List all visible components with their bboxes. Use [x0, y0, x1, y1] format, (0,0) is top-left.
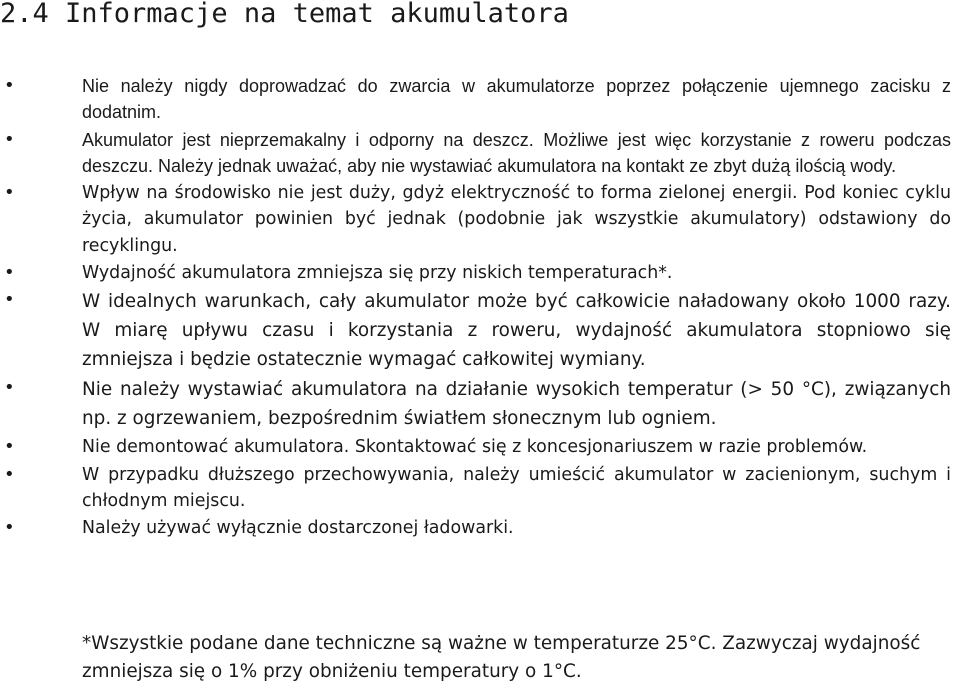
list-item-text: Wpływ na środowisko nie jest duży, gdyż elektryczność to forma zielonej energii. Pod koniec cyklu życia, akumulator powinien być jednak (podobnie jak wszystkie akumulatory) odstawiony do recyklingu.: [82, 183, 951, 256]
list-item-text: Należy używać wyłącznie dostarczonej ładowarki.: [82, 518, 514, 539]
list-item-text: W idealnych warunkach, cały akumulator może być całkowicie naładowany około 1000 razy. W miarę upływu czasu i korzystania z roweru, wydajność akumulatora stopniowo się zmniejsza i będzie ostatecznie wymagać całkowitej wymiany.: [82, 291, 951, 371]
list-item: [0, 127, 959, 180]
list-item-text: Akumulator jest nieprzemakalny i odporny na deszcz. Możliwe jest więc korzystanie z roweru podczas deszczu. Należy jednak uważać, aby nie wystawiać akumulatora na kontakt ze zbyt dużą ilością wody.: [82, 129, 951, 176]
bullet-icon: •: [4, 128, 15, 150]
bullet-icon: •: [4, 463, 15, 485]
list-item: [0, 260, 959, 286]
bullet-icon: •: [4, 377, 15, 399]
list-item: [0, 434, 959, 460]
bullet-icon: •: [4, 289, 15, 311]
list-item-text: Nie należy nigdy doprowadzać do zwarcia w akumulatorze poprzez połączenie ujemnego zacisku z dodatnim.: [82, 76, 951, 123]
list-item-text: Nie należy wystawiać akumulatora na działanie wysokich temperatur (> 50 °C), związanych np. z ogrzewaniem, bezpośrednim światłem słonecznym lub ogniem.: [82, 379, 951, 430]
list-item: [0, 287, 959, 374]
bullet-icon: •: [4, 182, 15, 204]
list-item: [0, 73, 959, 126]
list-item-text: Nie demontować akumulatora. Skontaktować się z koncesjonariuszem w razie problemów.: [82, 437, 868, 458]
list-item: [0, 515, 959, 541]
list-item: [0, 180, 959, 259]
footnote: *Wszystkie podane dane techniczne są ważne w temperaturze 25°C. Zazwyczaj wydajność zmniejsza się o 1% przy obniżeniu temperatury o 1°C.: [82, 633, 921, 682]
battery-info-list: [0, 73, 959, 543]
bullet-icon: •: [4, 436, 15, 458]
bullet-icon: •: [4, 75, 15, 96]
bullet-icon: •: [4, 517, 15, 539]
list-item: [0, 375, 959, 433]
list-item: [0, 462, 959, 515]
bullet-icon: •: [4, 262, 15, 284]
section-heading: 2.4 Informacje na temat akumulatora: [0, 0, 569, 29]
list-item-text: Wydajność akumulatora zmniejsza się przy niskich temperaturach*.: [82, 263, 673, 284]
list-item-text: W przypadku dłuższego przechowywania, należy umieścić akumulator w zacienionym, suchym i chłodnym miejscu.: [82, 464, 951, 511]
